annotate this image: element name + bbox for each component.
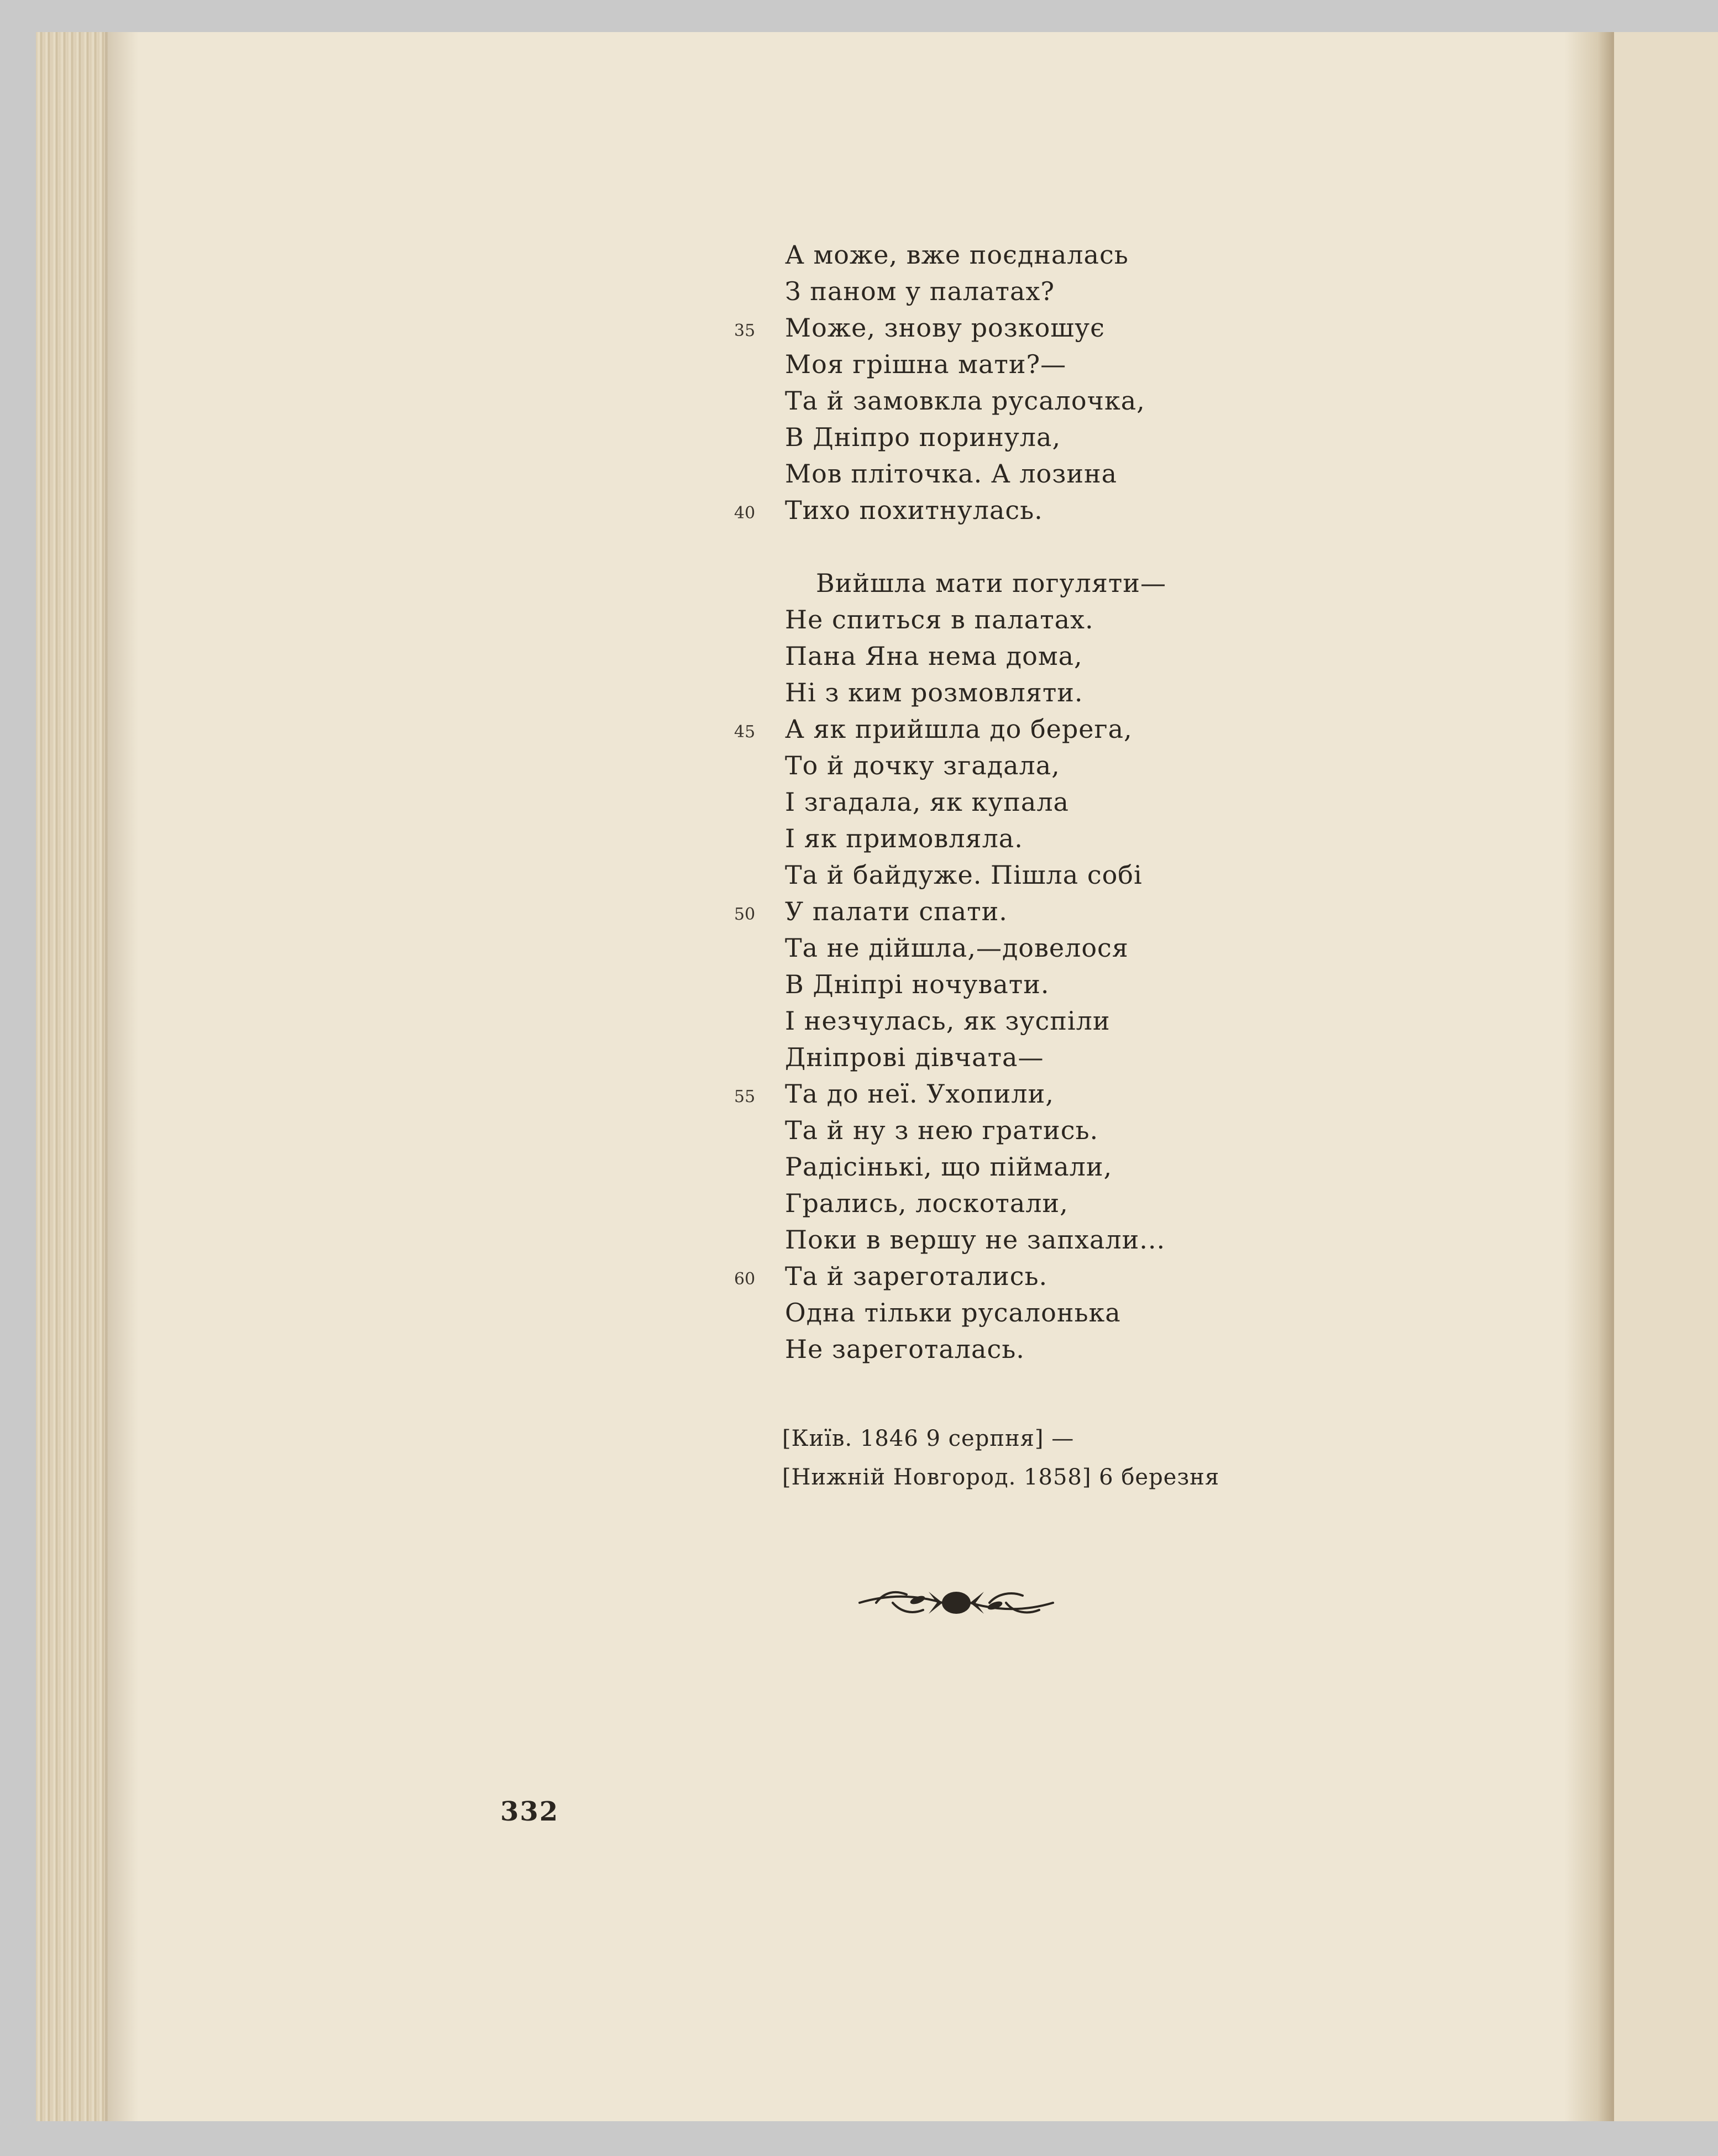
poem-line (734, 1076, 1166, 1112)
poem-line (785, 1148, 1166, 1185)
poem-line (734, 711, 1166, 747)
poem-line (785, 1003, 1166, 1039)
line-text: І незчулась, як зуспіли (785, 1006, 1111, 1036)
line-text: Та й замовкла русалочка, (785, 386, 1145, 416)
poem-line (734, 893, 1166, 930)
page-edge-shadow (105, 32, 138, 2121)
line-number: 40 (734, 503, 756, 523)
line-text: Та не дійшла,—довелося (785, 933, 1129, 963)
poem-line (785, 1112, 1166, 1148)
stanza-gap (785, 528, 1166, 565)
line-text: Не спиться в палатах. (785, 605, 1094, 634)
poem-line (785, 784, 1166, 820)
line-text: Одна тільки русалонька (785, 1298, 1121, 1328)
line-text: Та й ну з нею гратись. (785, 1115, 1099, 1145)
poem-line (785, 1221, 1166, 1258)
line-number: 50 (734, 905, 756, 924)
date-line-2: [Нижній Новгород. 1858] 6 березня (782, 1465, 1220, 1490)
poem-line (785, 419, 1166, 455)
date-line-1: [Київ. 1846 9 серпня] — (782, 1426, 1075, 1451)
line-number: 45 (734, 722, 756, 742)
line-text: А як прийшла до берега, (785, 714, 1133, 744)
line-text: Може, знову розкошує (785, 313, 1105, 343)
poem-line (785, 930, 1166, 966)
poem-line (785, 1331, 1166, 1367)
line-text: Та до неї. Ухопили, (785, 1079, 1054, 1109)
floral-ornament-icon (854, 1578, 1059, 1628)
line-number: 60 (734, 1270, 756, 1289)
line-number: 35 (734, 321, 756, 340)
poem-line (785, 966, 1166, 1003)
poem-line (785, 382, 1166, 419)
poem-line (785, 455, 1166, 492)
poem-line (785, 820, 1166, 857)
poem-line (785, 674, 1166, 711)
line-number: 55 (734, 1087, 756, 1106)
poem-line (785, 638, 1166, 674)
line-text: Дніпрові дівчата— (785, 1042, 1044, 1072)
poem-line (785, 237, 1166, 273)
poem-text (734, 237, 1166, 1367)
line-text: То й дочку згадала, (785, 751, 1060, 780)
poem-line (785, 601, 1166, 638)
page-number: 332 (500, 1796, 559, 1827)
date-block (782, 1419, 1219, 1497)
line-text: Пана Яна нема дома, (785, 641, 1083, 671)
line-text: Мов пліточка. А лозина (785, 459, 1118, 489)
poem-line (785, 273, 1166, 310)
line-text: З паном у палатах? (785, 276, 1055, 306)
line-text: Не зареготалась. (785, 1334, 1025, 1364)
poem-line (785, 1185, 1166, 1221)
line-text: Моя грішна мати?— (785, 349, 1067, 379)
poem-line (785, 857, 1166, 893)
line-text: І як примовляла. (785, 823, 1023, 853)
line-text: Грались, лоскотали, (785, 1188, 1068, 1218)
line-text: Тихо похитнулась. (785, 495, 1043, 525)
line-text: Ні з ким розмовляти. (785, 678, 1083, 707)
poem-line (734, 1258, 1166, 1294)
poem-line (734, 310, 1166, 346)
poem-line (785, 1039, 1166, 1076)
poem-line (785, 565, 1166, 601)
line-text: В Дніпрі ночувати. (785, 969, 1050, 999)
line-text: А може, вже поєдналась (785, 240, 1129, 270)
line-text: Радісінькі, що піймали, (785, 1152, 1113, 1182)
poem-line (734, 492, 1166, 528)
book-page-edges (36, 32, 108, 2121)
poem-line (785, 747, 1166, 784)
line-text: Поки в вершу не запхали... (785, 1225, 1166, 1255)
line-text: В Дніпро поринула, (785, 422, 1061, 452)
line-text: Вийшла мати погуляти— (816, 568, 1166, 598)
poem-line (785, 346, 1166, 382)
line-text: Та й зареготались. (785, 1261, 1048, 1291)
poem-line (785, 1294, 1166, 1331)
line-text: І згадала, як купала (785, 787, 1069, 817)
line-text: У палати спати. (785, 896, 1008, 926)
facing-page-strip (1614, 32, 1718, 2121)
line-text: Та й байдуже. Пішла собі (785, 860, 1143, 890)
